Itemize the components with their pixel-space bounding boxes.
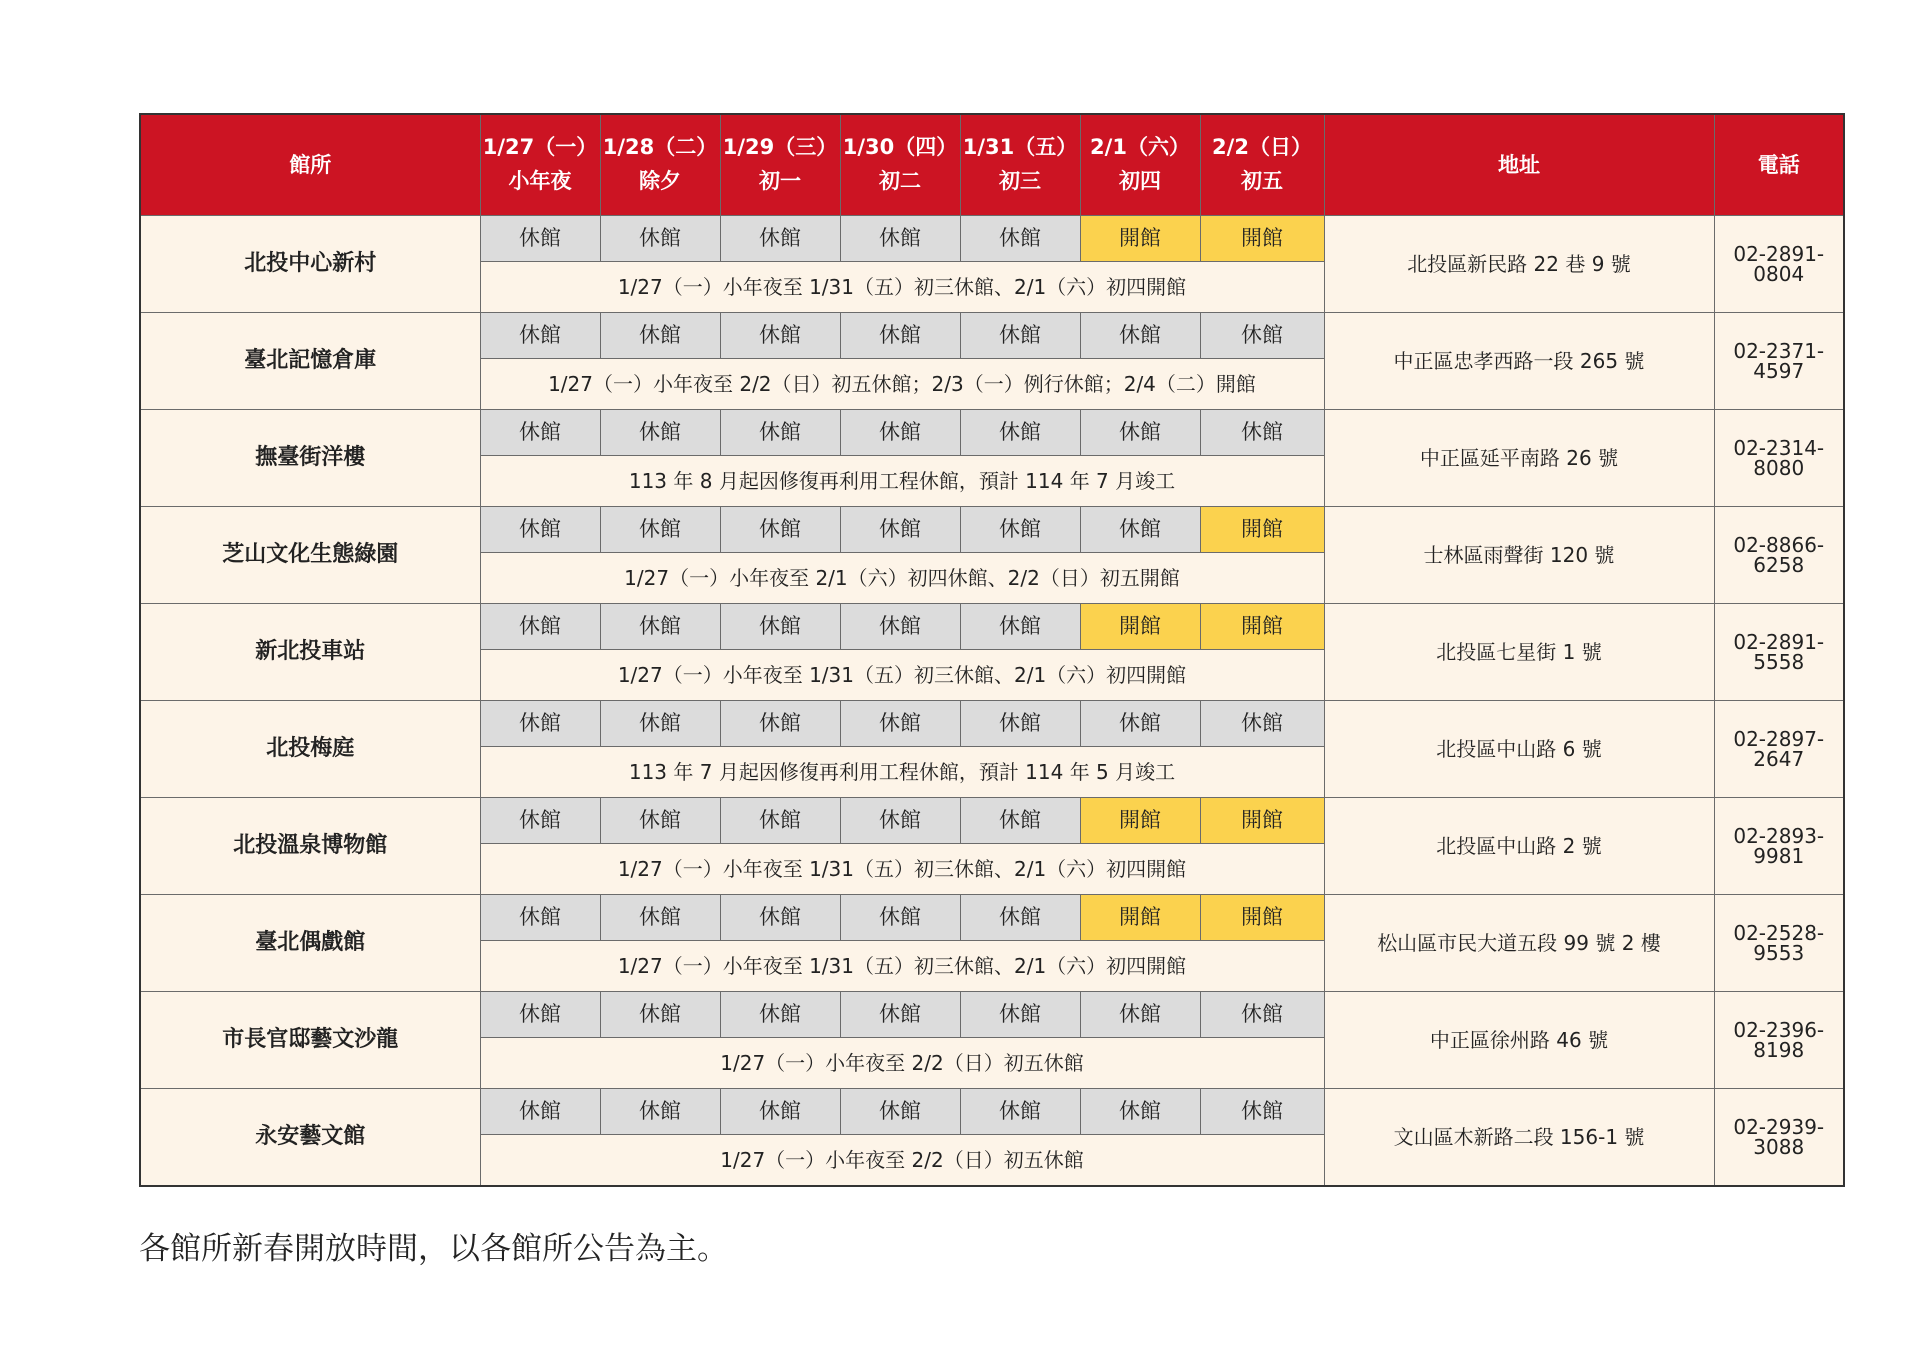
- header-day: [840, 114, 960, 216]
- status-cell-closed: 休館: [600, 701, 720, 747]
- venue-status-row: [140, 216, 1844, 262]
- venue-phone: 02-2891-0804: [1714, 216, 1844, 313]
- venue-address: 北投區中山路 2 號: [1324, 798, 1714, 895]
- status-cell-closed: 休館: [600, 507, 720, 553]
- venue-note: 1/27（一）小年夜至 1/31（五）初三休館、2/1（六）初四開館: [480, 650, 1324, 701]
- venue-name: 新北投車站: [140, 604, 480, 701]
- venue-phone: 02-2528-9553: [1714, 895, 1844, 992]
- venue-status-row: [140, 604, 1844, 650]
- header-phone: 電話: [1714, 114, 1844, 216]
- status-cell-closed: 休館: [480, 604, 600, 650]
- status-cell-closed: 休館: [600, 604, 720, 650]
- venue-name: 北投中心新村: [140, 216, 480, 313]
- status-cell-closed: 休館: [600, 992, 720, 1038]
- venue-note: 113 年 8 月起因修復再利用工程休館，預計 114 年 7 月竣工: [480, 456, 1324, 507]
- header-day-date: 2/1（六）: [1090, 135, 1190, 160]
- status-cell-closed: 休館: [1080, 1089, 1200, 1135]
- status-cell-closed: 休館: [720, 798, 840, 844]
- status-cell-closed: 休館: [1200, 1089, 1324, 1135]
- header-row: [140, 114, 1844, 216]
- status-cell-closed: 休館: [960, 992, 1080, 1038]
- header-day-label: 初一: [759, 169, 801, 193]
- status-cell-open: 開館: [1080, 216, 1200, 262]
- status-cell-open: 開館: [1200, 604, 1324, 650]
- status-cell-open: 開館: [1080, 798, 1200, 844]
- venue-phone: 02-2314-8080: [1714, 410, 1844, 507]
- venue-note: 113 年 7 月起因修復再利用工程休館，預計 114 年 5 月竣工: [480, 747, 1324, 798]
- header-day-label: 初三: [999, 169, 1041, 193]
- table-body: [140, 216, 1844, 1187]
- status-cell-closed: 休館: [1080, 992, 1200, 1038]
- venue-note: 1/27（一）小年夜至 1/31（五）初三休館、2/1（六）初四開館: [480, 941, 1324, 992]
- status-cell-closed: 休館: [840, 992, 960, 1038]
- header-day-date: 1/31（五）: [962, 135, 1078, 160]
- venue-note: 1/27（一）小年夜至 1/31（五）初三休館、2/1（六）初四開館: [480, 844, 1324, 895]
- header-day-label: 初二: [879, 169, 921, 193]
- status-cell-open: 開館: [1200, 216, 1324, 262]
- status-cell-closed: 休館: [1200, 410, 1324, 456]
- venue-status-row: [140, 992, 1844, 1038]
- header-day: [1200, 114, 1324, 216]
- status-cell-closed: 休館: [720, 604, 840, 650]
- venue-name: 臺北偶戲館: [140, 895, 480, 992]
- status-cell-closed: 休館: [480, 216, 600, 262]
- status-cell-closed: 休館: [840, 604, 960, 650]
- status-cell-closed: 休館: [840, 701, 960, 747]
- status-cell-closed: 休館: [840, 410, 960, 456]
- venue-phone: 02-2371-4597: [1714, 313, 1844, 410]
- status-cell-closed: 休館: [840, 1089, 960, 1135]
- venue-name: 芝山文化生態綠園: [140, 507, 480, 604]
- status-cell-closed: 休館: [960, 701, 1080, 747]
- status-cell-closed: 休館: [480, 410, 600, 456]
- status-cell-closed: 休館: [720, 313, 840, 359]
- status-cell-closed: 休館: [600, 216, 720, 262]
- status-cell-closed: 休館: [720, 895, 840, 941]
- venue-phone: 02-2893-9981: [1714, 798, 1844, 895]
- venue-address: 中正區忠孝西路一段 265 號: [1324, 313, 1714, 410]
- status-cell-closed: 休館: [720, 507, 840, 553]
- venue-phone: 02-2891-5558: [1714, 604, 1844, 701]
- venue-name: 臺北記憶倉庫: [140, 313, 480, 410]
- venue-phone: 02-8866-6258: [1714, 507, 1844, 604]
- venue-phone: 02-2897-2647: [1714, 701, 1844, 798]
- venue-address: 北投區新民路 22 巷 9 號: [1324, 216, 1714, 313]
- status-cell-closed: 休館: [480, 992, 600, 1038]
- header-day: [1080, 114, 1200, 216]
- venue-name: 北投溫泉博物館: [140, 798, 480, 895]
- status-cell-closed: 休館: [600, 313, 720, 359]
- venue-note: 1/27（一）小年夜至 2/2（日）初五休館；2/3（一）例行休館；2/4（二）開館: [480, 359, 1324, 410]
- venue-address: 士林區雨聲街 120 號: [1324, 507, 1714, 604]
- venue-name: 永安藝文館: [140, 1089, 480, 1187]
- status-cell-closed: 休館: [1080, 313, 1200, 359]
- status-cell-open: 開館: [1080, 604, 1200, 650]
- status-cell-closed: 休館: [1200, 992, 1324, 1038]
- header-day: [720, 114, 840, 216]
- venue-address: 北投區七星街 1 號: [1324, 604, 1714, 701]
- header-day: [600, 114, 720, 216]
- header-day-date: 1/28（二）: [602, 135, 718, 160]
- venue-name: 北投梅庭: [140, 701, 480, 798]
- status-cell-closed: 休館: [1080, 701, 1200, 747]
- status-cell-closed: 休館: [480, 701, 600, 747]
- status-cell-open: 開館: [1200, 895, 1324, 941]
- venue-address: 北投區中山路 6 號: [1324, 701, 1714, 798]
- status-cell-closed: 休館: [600, 798, 720, 844]
- venue-address: 文山區木新路二段 156-1 號: [1324, 1089, 1714, 1187]
- status-cell-closed: 休館: [960, 798, 1080, 844]
- venue-status-row: [140, 895, 1844, 941]
- status-cell-closed: 休館: [720, 216, 840, 262]
- status-cell-open: 開館: [1080, 895, 1200, 941]
- venue-name: 市長官邸藝文沙龍: [140, 992, 480, 1089]
- schedule-table: [139, 113, 1845, 1187]
- status-cell-closed: 休館: [960, 313, 1080, 359]
- status-cell-closed: 休館: [960, 216, 1080, 262]
- header-day-label: 小年夜: [508, 169, 572, 193]
- footnote: 各館所新春開放時間，以各館所公告為主。: [139, 1231, 728, 1267]
- venue-note: 1/27（一）小年夜至 2/1（六）初四休館、2/2（日）初五開館: [480, 553, 1324, 604]
- status-cell-open: 開館: [1200, 507, 1324, 553]
- status-cell-closed: 休館: [1080, 507, 1200, 553]
- venue-status-row: [140, 313, 1844, 359]
- status-cell-closed: 休館: [1080, 410, 1200, 456]
- venue-status-row: [140, 507, 1844, 553]
- venue-address: 中正區延平南路 26 號: [1324, 410, 1714, 507]
- status-cell-closed: 休館: [600, 895, 720, 941]
- status-cell-closed: 休館: [1200, 701, 1324, 747]
- header-day-date: 1/27（一）: [482, 135, 598, 160]
- status-cell-closed: 休館: [960, 507, 1080, 553]
- status-cell-closed: 休館: [840, 507, 960, 553]
- status-cell-closed: 休館: [720, 1089, 840, 1135]
- status-cell-closed: 休館: [480, 1089, 600, 1135]
- venue-name: 撫臺街洋樓: [140, 410, 480, 507]
- status-cell-closed: 休館: [840, 798, 960, 844]
- venue-address: 中正區徐州路 46 號: [1324, 992, 1714, 1089]
- status-cell-closed: 休館: [840, 895, 960, 941]
- status-cell-closed: 休館: [960, 604, 1080, 650]
- status-cell-closed: 休館: [960, 1089, 1080, 1135]
- status-cell-closed: 休館: [840, 313, 960, 359]
- header-day-label: 初四: [1119, 169, 1161, 193]
- venue-status-row: [140, 1089, 1844, 1135]
- status-cell-closed: 休館: [480, 507, 600, 553]
- status-cell-closed: 休館: [480, 313, 600, 359]
- status-cell-closed: 休館: [960, 895, 1080, 941]
- status-cell-closed: 休館: [480, 798, 600, 844]
- venue-phone: 02-2939-3088: [1714, 1089, 1844, 1187]
- header-day-date: 1/29（三）: [722, 135, 838, 160]
- venue-status-row: [140, 798, 1844, 844]
- status-cell-closed: 休館: [720, 410, 840, 456]
- status-cell-closed: 休館: [720, 992, 840, 1038]
- venue-address: 松山區市民大道五段 99 號 2 樓: [1324, 895, 1714, 992]
- venue-note: 1/27（一）小年夜至 2/2（日）初五休館: [480, 1135, 1324, 1187]
- venue-status-row: [140, 701, 1844, 747]
- header-day-date: 2/2（日）: [1212, 135, 1312, 160]
- venue-phone: 02-2396-8198: [1714, 992, 1844, 1089]
- status-cell-closed: 休館: [960, 410, 1080, 456]
- header-venue: 館所: [140, 114, 480, 216]
- header-day: [960, 114, 1080, 216]
- venue-note: 1/27（一）小年夜至 2/2（日）初五休館: [480, 1038, 1324, 1089]
- header-day: [480, 114, 600, 216]
- header-address: 地址: [1324, 114, 1714, 216]
- status-cell-closed: 休館: [480, 895, 600, 941]
- status-cell-closed: 休館: [720, 701, 840, 747]
- venue-status-row: [140, 410, 1844, 456]
- status-cell-closed: 休館: [1200, 313, 1324, 359]
- status-cell-closed: 休館: [600, 410, 720, 456]
- header-day-date: 1/30（四）: [842, 135, 958, 160]
- header-day-label: 初五: [1241, 169, 1283, 193]
- venue-note: 1/27（一）小年夜至 1/31（五）初三休館、2/1（六）初四開館: [480, 262, 1324, 313]
- status-cell-closed: 休館: [840, 216, 960, 262]
- status-cell-closed: 休館: [600, 1089, 720, 1135]
- header-day-label: 除夕: [639, 169, 681, 193]
- table-header: [140, 114, 1844, 216]
- status-cell-open: 開館: [1200, 798, 1324, 844]
